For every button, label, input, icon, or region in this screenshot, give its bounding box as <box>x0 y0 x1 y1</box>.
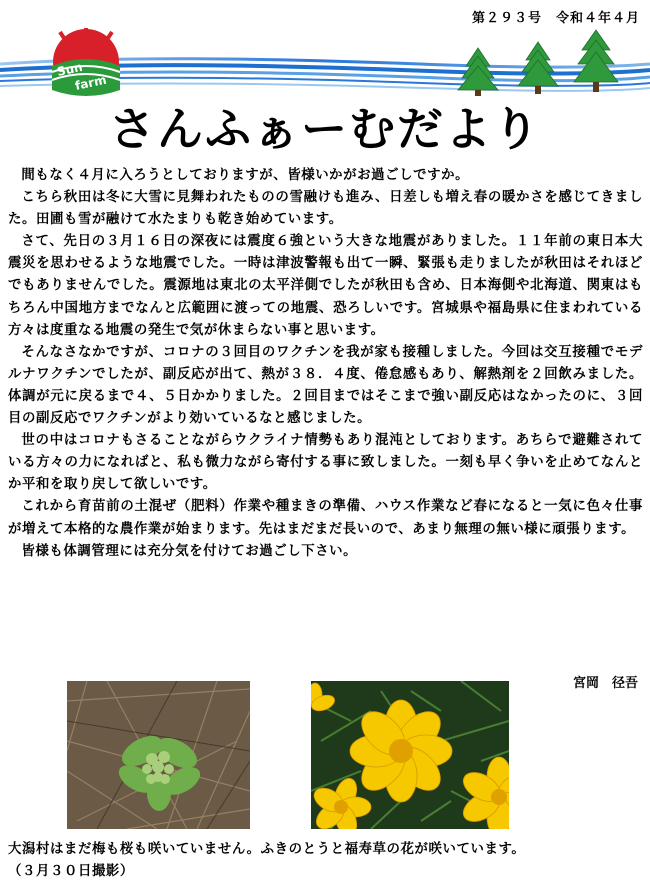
fukinoto-photo <box>67 681 250 829</box>
author-name: 宮岡 径吾 <box>572 676 638 691</box>
paragraph: これから育苗前の土混ぜ（肥料）作業や種まきの準備、ハウス作業など春になると一気に色々仕事が増えて本格的な農作業が始まります。先はまだまだ長いので、あまり無理の無い様に頑張ります。 <box>8 499 643 537</box>
article-body <box>8 165 643 563</box>
paragraph: こちら秋田は冬に大雪に見舞われたものの雪融けも進み、日差しも増え春の暖かさを感じてきました。田圃も雪が融けて水たまりも乾き始めています。 <box>8 190 643 228</box>
newsletter-title: さんふぁーむだより <box>109 102 541 156</box>
header-banner <box>0 28 650 98</box>
paragraph: そんなさなかですが、コロナの３回目のワクチンを我が家も接種しました。今回は交互接種でモデルナワクチンでしたが、副反応が出て、熱が３８．４度、倦怠感もあり、解熱剤を２回飲みました。体調が元に戻るまで４、５日かかりました。２回目まではそこまで強い副反応はなかったのに、３回目の副反応でワクチンがより効いているなと感じました。 <box>8 344 643 427</box>
paragraph: 間もなく４月に入ろうとしておりますが、皆様いかがお過ごしですか。 <box>21 168 470 183</box>
fukujuso-photo <box>311 681 509 829</box>
photo-caption <box>8 839 525 883</box>
logo-text-sun: Sun <box>55 59 84 79</box>
sunfarm-logo <box>52 28 120 96</box>
paragraph: さて、先日の３月１６日の深夜には震度６強という大きな地震がありました。１１年前の東日本大震災を思わせるような地震でした。一時は津波警報も出て一瞬、緊張も走りましたが秋田はそれほどでもありませんでした。震源地は東北の太平洋側でしたが秋田も含め、日本海側や北海道、関東はもちろん中国地方までなんと広範囲に渡っての地震、恐ろしいです。宮城県や福島県に住まわれている方々は度重なる地震の発生で気が休まらない事と思います。 <box>8 234 643 338</box>
tree-icon <box>574 30 618 92</box>
paragraph: 皆様も体調管理には充分気を付けてお過ごし下さい。 <box>21 543 358 559</box>
logo-text-farm: farm <box>73 72 108 93</box>
issue-number: 第２９３号 令和４年４月 <box>471 11 640 26</box>
flower-icon <box>350 700 452 802</box>
caption-line: 大潟村はまだ梅も桜も咲いていません。ふきのとうと福寿草の花が咲いています。 <box>8 842 526 857</box>
paragraph: 世の中はコロナもさることながらウクライナ情勢もあり混沌としております。あちらで避難されている方々の力になればと、私も微力ながら寄付する事に致しました。一刻も早く争いを止めてなんとか平和を取り戻して欲しいです。 <box>8 433 643 493</box>
caption-date: （３月３０日撮影） <box>8 864 134 879</box>
